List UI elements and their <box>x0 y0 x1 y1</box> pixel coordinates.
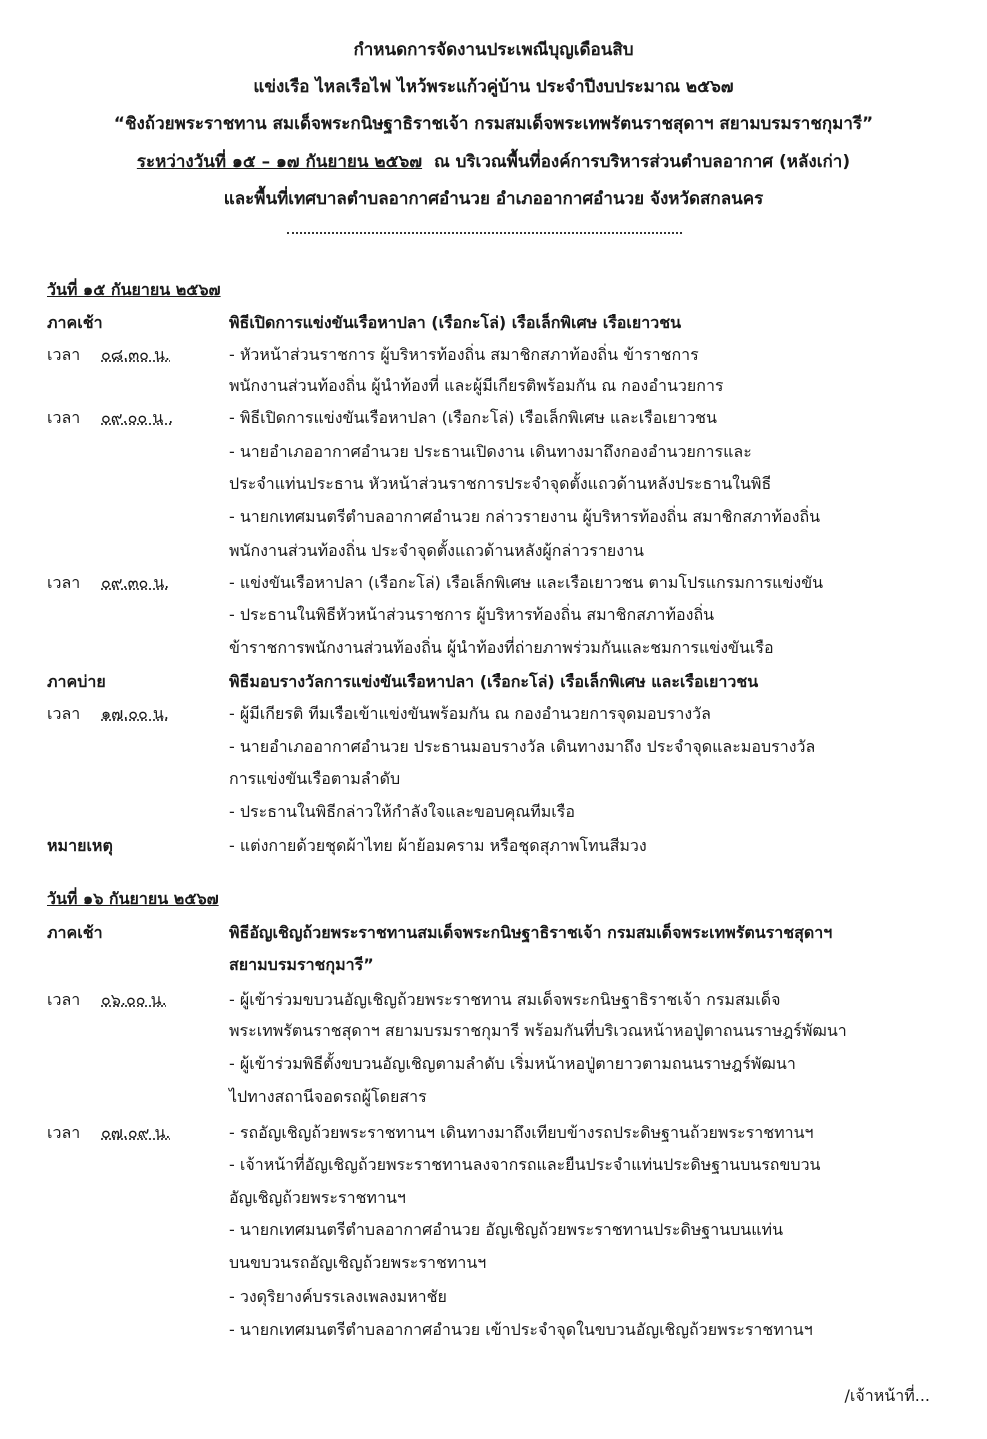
note-label: หมายเหตุ <box>47 836 113 855</box>
day1-title: วันที่ ๑๕ กันยายน ๒๕๖๗ <box>47 280 221 299</box>
time-prefix: เวลา <box>47 704 81 723</box>
schedule-text: - หัวหน้าส่วนราชการ ผู้บริหารท้องถิ่น สมาชิกสภาท้องถิ่น ข้าราชการ <box>229 345 699 364</box>
note-text: - แต่งกายด้วยชุดผ้าไทย ผ้าย้อมคราม หรือชุดสุภาพโทนสีมวง <box>229 836 647 855</box>
schedule-text: - รถอัญเชิญถ้วยพระราชทานฯ เดินทางมาถึงเทียบข้างรถประดิษฐานถ้วยพระราชทานฯ <box>229 1123 814 1142</box>
schedule-text: - นายกเทศมนตรีตำบลอากาศอำนวย เข้าประจำจุดในขบวนอัญเชิญถ้วยพระราชทานฯ <box>229 1320 813 1339</box>
day2-morning-label: ภาคเช้า <box>47 923 103 942</box>
day2-morning-row-2 <box>0 953 987 983</box>
schedule-text: - ผู้เข้าร่วมขบวนอัญเชิญถ้วยพระราชทาน สมเด็จพระกนิษฐาธิราชเจ้า กรมสมเด็จ <box>229 990 781 1009</box>
schedule-row <box>0 1052 987 1082</box>
schedule-row <box>0 636 987 666</box>
schedule-text: พนักงานส่วนท้องถิ่น ประจำจุดตั้งแถวด้านหลังผู้กล่าวรายงาน <box>229 541 644 560</box>
doc-trophy-title: “ชิงถ้วยพระราชทาน สมเด็จพระกนิษฐาธิราชเจ้า กรมสมเด็จพระเทพรัตนราชสุดาฯ สยามบรมราชกุมารี” <box>113 114 874 134</box>
schedule-row <box>0 343 987 373</box>
day2-morning-title: พิธีอัญเชิญถ้วยพระราชทานสมเด็จพระกนิษฐาธิราชเจ้า กรมสมเด็จพระเทพรัตนราชสุดาฯ <box>229 923 833 942</box>
schedule-row <box>0 1153 987 1183</box>
day1-afternoon-title: พิธีมอบรางวัลการแข่งขันเรือหาปลา (เรือกะโล่) เรือเล็กพิเศษ และเรือเยาวชน <box>229 672 759 691</box>
doc-subtitle: แข่งเรือ ไหลเรือไฟ ไหว้พระแก้วคู่บ้าน ประจำปีงบประมาณ ๒๕๖๗ <box>253 77 734 97</box>
schedule-row <box>0 603 987 633</box>
schedule-text: - เจ้าหน้าที่อัญเชิญถ้วยพระราชทานลงจากรถและยืนประจำแท่นประดิษฐานบนรถขบวน <box>229 1155 821 1174</box>
schedule-text: การแข่งขันเรือตามลำดับ <box>229 769 401 788</box>
schedule-text: พนักงานส่วนท้องถิ่น ผู้นำท้องที่ และผู้มีเกียรติพร้อมกัน ณ กองอำนวยการ <box>229 376 724 395</box>
time-value: ๐๗.๐๙ น. <box>101 1123 171 1142</box>
schedule-row <box>0 472 987 502</box>
time-value: ๐๖.๐๐ น. <box>101 990 167 1009</box>
schedule-text: พระเทพรัตนราชสุดาฯ สยามบรมราชกุมารี พร้อมกันที่บริเวณหน้าหอปู่ตาถนนราษฎร์พัฒนา <box>229 1021 847 1040</box>
day1-morning-label: ภาคเช้า <box>47 313 103 332</box>
day1-morning-title: พิธีเปิดการแข่งขันเรือหาปลา (เรือกะโล่) เรือเล็กพิเศษ เรือเยาวชน <box>229 313 681 332</box>
day1-morning-row <box>0 311 987 341</box>
day2-title: วันที่ ๑๖ กันยายน ๒๕๖๗ <box>47 889 219 908</box>
schedule-row <box>0 1218 987 1248</box>
schedule-row <box>0 1186 987 1216</box>
schedule-text: - ประธานในพิธีกล่าวให้กำลังใจและขอบคุณทีมเรือ <box>229 802 575 821</box>
schedule-row <box>0 735 987 765</box>
day1-afternoon-row <box>0 670 987 700</box>
schedule-row <box>0 1285 987 1315</box>
time-prefix: เวลา <box>47 1123 81 1142</box>
time-prefix: เวลา <box>47 990 81 1009</box>
schedule-row <box>0 539 987 569</box>
continued-marker: /เจ้าหน้าที่... <box>844 1386 930 1405</box>
schedule-row <box>0 571 987 601</box>
schedule-text: - นายอำเภออากาศอำนวย ประธานมอบรางวัล เดินทางมาถึง ประจำจุดและมอบรางวัล <box>229 737 816 756</box>
schedule-row <box>0 1121 987 1151</box>
header-divider <box>287 232 682 234</box>
doc-venue: ณ บริเวณพื้นที่องค์การบริหารส่วนตำบลอากาศ (หลังเก่า) <box>433 152 851 172</box>
schedule-row <box>0 1318 987 1348</box>
schedule-text: - พิธีเปิดการแข่งขันเรือหาปลา (เรือกะโล่) เรือเล็กพิเศษ และเรือเยาวชน <box>229 408 717 427</box>
day2-morning-title-cont: สยามบรมราชกุมารี” <box>229 955 374 974</box>
schedule-text: - แข่งขันเรือหาปลา (เรือกะโล่) เรือเล็กพิเศษ และเรือเยาวชน ตามโปรแกรมการแข่งขัน <box>229 573 824 592</box>
schedule-row <box>0 1251 987 1281</box>
schedule-text: บนขบวนรถอัญเชิญถ้วยพระราชทานฯ <box>229 1253 487 1272</box>
time-prefix: เวลา <box>47 345 81 364</box>
schedule-text: - นายกเทศมนตรีตำบลอากาศอำนวย อัญเชิญถ้วยพระราชทานประดิษฐานบนแท่น <box>229 1220 784 1239</box>
schedule-row <box>0 988 987 1018</box>
schedule-row <box>0 505 987 535</box>
schedule-text: - นายกเทศมนตรีตำบลอากาศอำนวย กล่าวรายงาน ผู้บริหารท้องถิ่น สมาชิกสภาท้องถิ่น <box>229 507 821 526</box>
time-value: ๐๙.๓๐ น. <box>101 573 170 592</box>
schedule-row <box>0 440 987 470</box>
schedule-text: ข้าราชการพนักงานส่วนท้องถิ่น ผู้นำท้องที่ถ่ายภาพร่วมกันและชมการแข่งขันเรือ <box>229 638 774 657</box>
schedule-row <box>0 767 987 797</box>
time-value: ๐๙.๐๐ น . <box>101 408 174 427</box>
schedule-row <box>0 702 987 732</box>
schedule-row <box>0 800 987 830</box>
schedule-text: - นายอำเภออากาศอำนวย ประธานเปิดงาน เดินทางมาถึงกองอำนวยการและ <box>229 442 752 461</box>
schedule-text: - ผู้มีเกียรติ ทีมเรือเข้าแข่งขันพร้อมกัน ณ กองอำนวยการจุดมอบรางวัล <box>229 704 711 723</box>
schedule-text: - ผู้เข้าร่วมพิธีตั้งขบวนอัญเชิญตามลำดับ เริ่มหน้าหอปู่ตายาวตามถนนราษฎร์พัฒนา <box>229 1054 796 1073</box>
time-prefix: เวลา <box>47 573 81 592</box>
schedule-row <box>0 1019 987 1049</box>
note-row <box>0 834 987 864</box>
schedule-row <box>0 406 987 436</box>
time-value: ๑๗.๐๐ น. <box>101 704 169 723</box>
doc-date-range: ระหว่างวันที่ ๑๕ – ๑๗ กันยายน ๒๕๖๗ <box>136 152 423 172</box>
schedule-text: - วงดุริยางค์บรรเลงเพลงมหาชัย <box>229 1287 447 1306</box>
schedule-text: - ประธานในพิธีหัวหน้าส่วนราชการ ผู้บริหารท้องถิ่น สมาชิกสภาท้องถิ่น <box>229 605 715 624</box>
schedule-row <box>0 1085 987 1115</box>
doc-title: กำหนดการจัดงานประเพณีบุญเดือนสิบ <box>353 40 634 60</box>
doc-venue-2: และพื้นที่เทศบาลตำบลอากาศอำนวย อำเภออากาศอำนวย จังหวัดสกลนคร <box>223 189 764 209</box>
day1-afternoon-label: ภาคบ่าย <box>47 672 106 691</box>
doc-date-venue <box>0 148 987 175</box>
day2-morning-row <box>0 921 987 951</box>
schedule-text: อัญเชิญถ้วยพระราชทานฯ <box>229 1188 406 1207</box>
schedule-text: ไปทางสถานีจอดรถผู้โดยสาร <box>229 1087 427 1106</box>
schedule-text: ประจำแท่นประธาน หัวหน้าส่วนราชการประจำจุดตั้งแถวด้านหลังประธานในพิธี <box>229 474 772 493</box>
time-value: ๐๘.๓๐ น. <box>101 345 171 364</box>
schedule-row <box>0 374 987 404</box>
time-prefix: เวลา <box>47 408 81 427</box>
